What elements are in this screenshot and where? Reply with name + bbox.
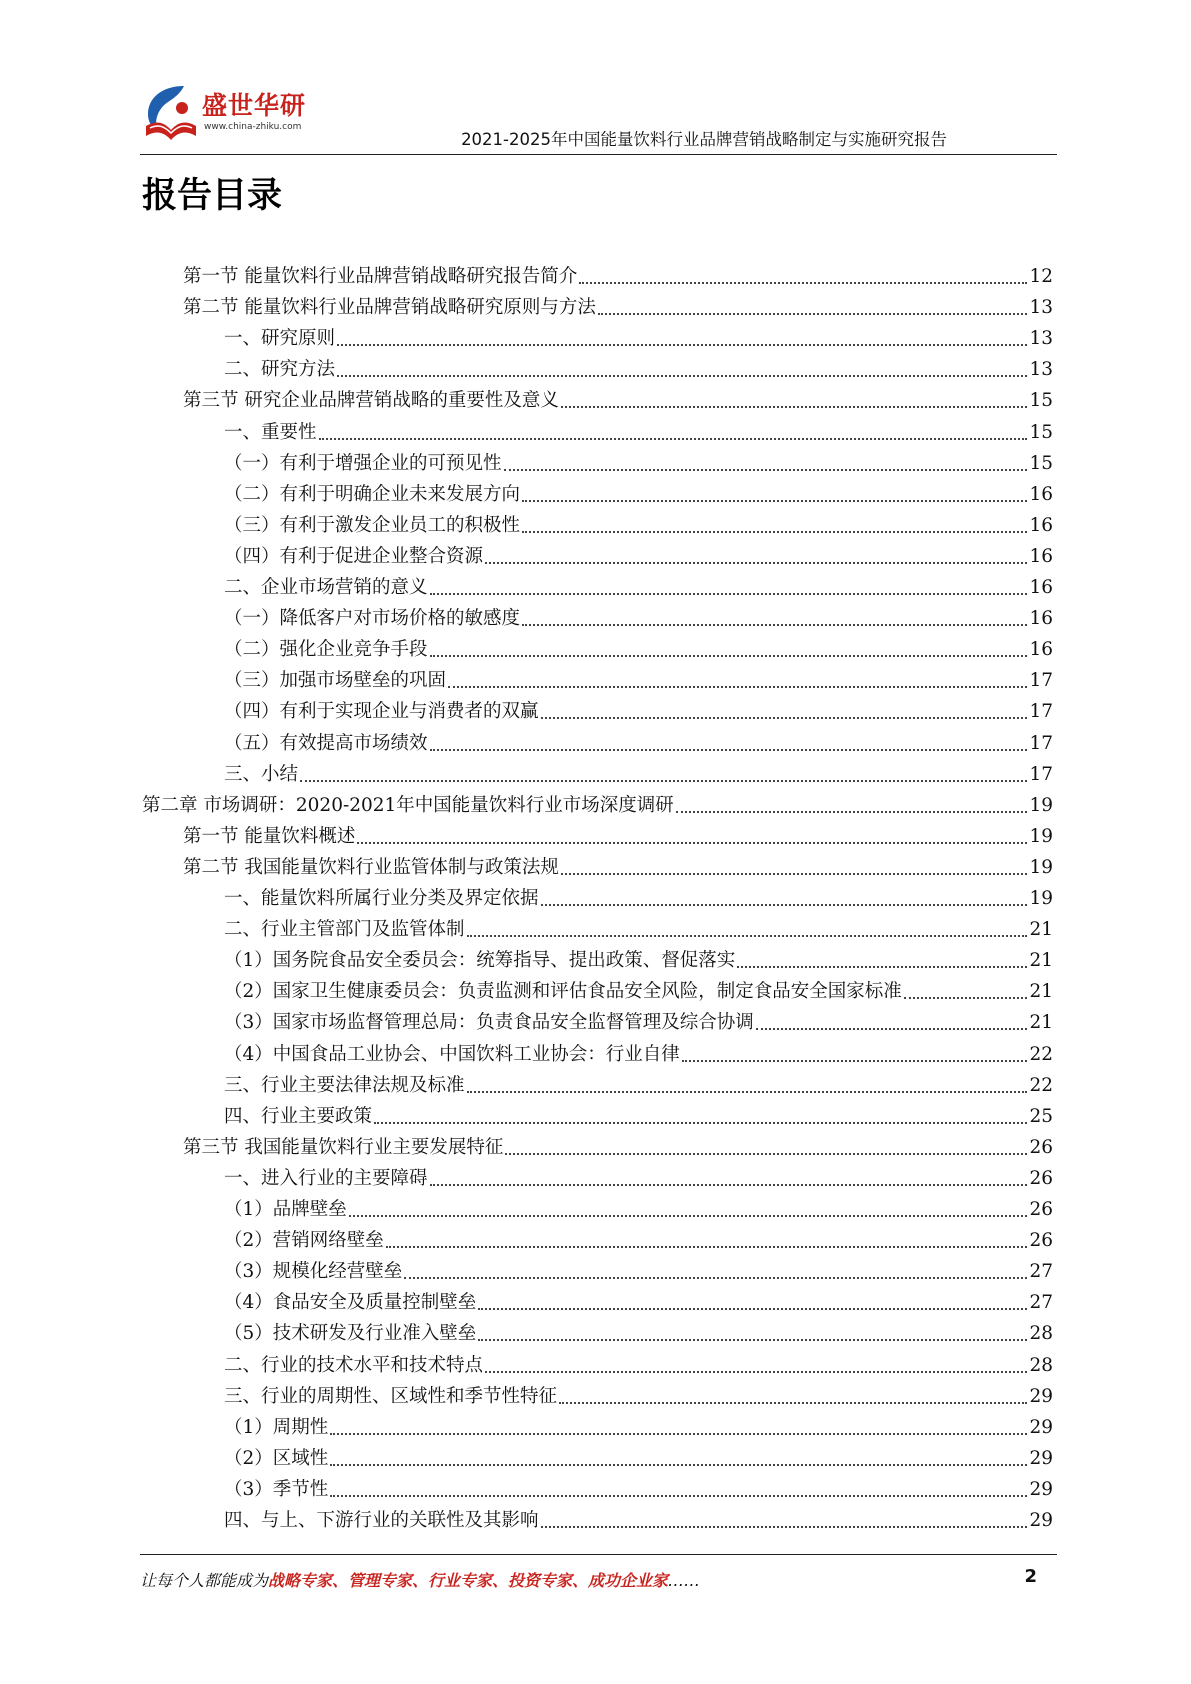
- toc-dot-leader: [337, 343, 1027, 346]
- toc-entry-title: （1）国务院食品安全委员会：统筹指导、提出政策、督促落实: [224, 950, 736, 972]
- toc-entry-title: （3）规模化经营壁垒: [224, 1261, 403, 1283]
- toc-entry-title: （一）降低客户对市场价格的敏感度: [224, 608, 521, 630]
- toc-entry[interactable]: [224, 1004, 1053, 1035]
- toc-entry-title: （2）营销网络壁垒: [224, 1230, 384, 1252]
- toc-dot-leader: [357, 841, 1027, 844]
- toc-entry-page: 16: [1029, 483, 1053, 505]
- toc-entry-page: 17: [1029, 701, 1053, 723]
- toc-entry-page: 16: [1029, 608, 1053, 630]
- toc-entry[interactable]: [224, 414, 1053, 445]
- toc-entry-title: （二）有利于明确企业未来发展方向: [224, 483, 521, 505]
- toc-entry-title: 第三节 研究企业品牌营销战略的重要性及意义: [183, 390, 559, 412]
- toc-entry[interactable]: [224, 1036, 1053, 1067]
- toc-entry-page: 17: [1029, 763, 1053, 785]
- toc-entry[interactable]: [224, 1222, 1053, 1253]
- toc-dot-leader: [541, 716, 1028, 719]
- toc-entry-title: （五）有效提高市场绩效: [224, 732, 428, 754]
- toc-entry[interactable]: [183, 289, 1053, 320]
- toc-entry-page: 28: [1029, 1323, 1053, 1345]
- slogan-prefix: 让每个人都能成为: [140, 1571, 269, 1590]
- toc-entry[interactable]: [224, 1471, 1053, 1502]
- toc-entry[interactable]: [142, 787, 1053, 818]
- toc-entry-title: （四）有利于实现企业与消费者的双赢: [224, 701, 539, 723]
- toc-entry[interactable]: [224, 569, 1053, 600]
- toc-dot-leader: [430, 592, 1028, 595]
- toc-entry-page: 16: [1029, 545, 1053, 567]
- toc-dot-leader: [682, 1059, 1028, 1062]
- toc-entry-title: （三）加强市场壁垒的巩固: [224, 670, 447, 692]
- slogan-suffix: ……: [668, 1571, 701, 1590]
- toc-entry-title: （一）有利于增强企业的可预见性: [224, 452, 502, 474]
- toc-dot-leader: [561, 872, 1028, 875]
- toc-entry-title: 二、企业市场营销的意义: [224, 577, 428, 598]
- toc-entry[interactable]: [183, 382, 1053, 413]
- company-logo: [140, 80, 315, 150]
- toc-entry-page: 13: [1029, 328, 1053, 350]
- toc-entry-page: 22: [1029, 1074, 1053, 1096]
- toc-entry[interactable]: [224, 538, 1053, 569]
- toc-entry-page: 21: [1029, 950, 1053, 972]
- toc-dot-leader: [330, 1494, 1027, 1497]
- toc-entry-title: 四、行业主要政策: [224, 1105, 373, 1127]
- toc-entry[interactable]: [224, 725, 1053, 756]
- page-header: [0, 0, 1191, 160]
- toc-entry[interactable]: [224, 1253, 1053, 1284]
- toc-entry-page: 28: [1029, 1354, 1053, 1376]
- toc-dot-leader: [737, 965, 1027, 968]
- toc-entry-page: 21: [1029, 1012, 1053, 1034]
- toc-entry-title: 一、进入行业的主要障碍: [224, 1167, 428, 1189]
- toc-dot-leader: [430, 748, 1028, 751]
- toc-entry-page: 29: [1029, 1510, 1053, 1531]
- toc-entry-title: 二、行业主管部门及监管体制: [224, 919, 465, 941]
- toc-entry[interactable]: [183, 818, 1053, 849]
- report-title: 2021-2025年中国能量饮料行业品牌营销战略制定与实施研究报告: [461, 130, 947, 149]
- toc-entry[interactable]: [224, 445, 1053, 476]
- toc-dot-leader: [485, 561, 1027, 564]
- toc-entry-page: 19: [1029, 825, 1053, 847]
- toc-dot-leader: [404, 1276, 1027, 1279]
- toc-entry-title: （1）周期性: [224, 1416, 329, 1438]
- toc-entry-title: 一、能量饮料所属行业分类及界定依据: [224, 888, 539, 909]
- toc-entry-page: 16: [1029, 514, 1053, 536]
- toc-dot-leader: [505, 1152, 1027, 1155]
- toc-entry-title: （三）有利于激发企业员工的积极性: [224, 514, 521, 536]
- toc-dot-leader: [485, 1370, 1027, 1373]
- toc-dot-leader: [522, 623, 1027, 626]
- toc-entry[interactable]: [224, 1347, 1053, 1378]
- toc-entry[interactable]: [224, 507, 1053, 538]
- toc-dot-leader: [448, 685, 1027, 688]
- toc-dot-leader: [478, 1338, 1027, 1341]
- toc-entry-page: 29: [1029, 1385, 1053, 1407]
- toc-entry-title: （3）季节性: [224, 1478, 329, 1500]
- toc-entry[interactable]: [224, 1315, 1053, 1346]
- toc-entry[interactable]: [224, 1378, 1053, 1409]
- logo-name: 盛世华研: [202, 91, 307, 120]
- toc-entry[interactable]: [224, 476, 1053, 507]
- toc-entry-title: 二、行业的技术水平和技术特点: [224, 1354, 484, 1376]
- toc-entry[interactable]: [224, 942, 1053, 973]
- toc-entry-page: 27: [1029, 1292, 1053, 1314]
- header-divider: [140, 154, 1057, 155]
- toc-entry[interactable]: [183, 849, 1053, 880]
- toc-entry[interactable]: [224, 351, 1053, 382]
- page-number: 2: [1024, 1566, 1037, 1587]
- toc-entry-page: 26: [1029, 1230, 1053, 1252]
- toc-entry-page: 29: [1029, 1478, 1053, 1500]
- toc-entry-title: 三、行业的周期性、区域性和季节性特征: [224, 1385, 558, 1407]
- toc-entry[interactable]: [224, 320, 1053, 351]
- toc-entry[interactable]: [224, 1284, 1053, 1315]
- toc-entry-title: 二、研究方法: [224, 359, 336, 381]
- toc-entry[interactable]: [224, 662, 1053, 693]
- footer-divider: [140, 1554, 1057, 1555]
- toc-entry[interactable]: [224, 756, 1053, 787]
- toc-entry-title: （4）食品安全及质量控制壁垒: [224, 1292, 477, 1314]
- toc-dot-leader: [467, 1090, 1028, 1093]
- toc-dot-leader: [430, 654, 1028, 657]
- toc-entry-page: 15: [1029, 421, 1053, 443]
- toc-entry[interactable]: [224, 973, 1053, 1004]
- toc-entry-page: 19: [1029, 794, 1053, 816]
- toc-entry-page: 26: [1029, 1136, 1053, 1158]
- toc-entry-title: 第二节 我国能量饮料行业监管体制与政策法规: [183, 856, 559, 878]
- toc-entry[interactable]: [224, 1067, 1053, 1098]
- toc-entry-page: 17: [1029, 670, 1053, 692]
- toc-entry[interactable]: [224, 693, 1053, 724]
- toc-dot-leader: [478, 1307, 1027, 1310]
- toc-dot-leader: [330, 1463, 1027, 1466]
- toc-entry-page: 29: [1029, 1416, 1053, 1438]
- toc-entry[interactable]: [224, 1440, 1053, 1471]
- toc-entry-title: （3）国家市场监督管理总局：负责食品安全监督管理及综合协调: [224, 1012, 754, 1034]
- toc-entry[interactable]: [224, 1160, 1053, 1191]
- toc-dot-leader: [467, 934, 1028, 937]
- toc-dot-leader: [579, 281, 1027, 284]
- toc-entry-page: 22: [1029, 1043, 1053, 1065]
- toc-entry[interactable]: [224, 600, 1053, 631]
- toc-entry-title: 三、小结: [224, 763, 299, 785]
- toc-entry-page: 13: [1029, 359, 1053, 381]
- toc-entry-page: 13: [1029, 297, 1053, 319]
- toc-dot-leader: [504, 468, 1028, 471]
- toc-entry-page: 26: [1029, 1167, 1053, 1189]
- page-heading: 报告目录: [142, 176, 283, 216]
- toc-dot-leader: [330, 1432, 1027, 1435]
- toc-dot-leader: [337, 374, 1027, 377]
- toc-dot-leader: [676, 810, 1028, 813]
- toc-entry-title: （5）技术研发及行业准入壁垒: [224, 1323, 477, 1345]
- toc-dot-leader: [559, 1401, 1027, 1404]
- toc-entry-page: 17: [1029, 732, 1053, 754]
- toc-dot-leader: [319, 437, 1028, 440]
- toc-entry-page: 19: [1029, 888, 1053, 909]
- toc-entry[interactable]: [224, 1409, 1053, 1440]
- slogan-highlight: 战略专家、管理专家、行业专家、投资专家、成功企业家: [268, 1571, 669, 1590]
- toc-entry-title: 第二节 能量饮料行业品牌营销战略研究原则与方法: [183, 297, 596, 319]
- toc-entry-title: （四）有利于促进企业整合资源: [224, 545, 484, 567]
- toc-entry-page: 16: [1029, 639, 1053, 661]
- toc-entry-page: 12: [1029, 266, 1053, 287]
- toc-entry-title: （4）中国食品工业协会、中国饮料工业协会：行业自律: [224, 1043, 680, 1065]
- toc-entry[interactable]: [183, 258, 1053, 289]
- toc-dot-leader: [756, 1027, 1028, 1030]
- toc-dot-leader: [561, 405, 1028, 408]
- toc-entry-title: 第二章 市场调研：2020-2021年中国能量饮料行业市场深度调研: [142, 794, 674, 816]
- toc-entry[interactable]: [224, 880, 1053, 911]
- toc-entry-page: 21: [1029, 919, 1053, 941]
- toc-entry-title: （2）国家卫生健康委员会：负责监测和评估食品安全风险，制定食品安全国家标准: [224, 981, 902, 1003]
- toc-entry-page: 27: [1029, 1261, 1053, 1283]
- toc-entry-page: 15: [1029, 452, 1053, 474]
- toc-entry-title: （2）区域性: [224, 1447, 329, 1469]
- toc-entry-title: 第一节 能量饮料概述: [183, 825, 356, 847]
- toc-entry-page: 29: [1029, 1447, 1053, 1469]
- toc-dot-leader: [522, 530, 1027, 533]
- toc-dot-leader: [522, 499, 1027, 502]
- toc-entry[interactable]: [224, 1098, 1053, 1129]
- toc-dot-leader: [541, 1525, 1028, 1528]
- toc-entry-title: 一、研究原则: [224, 328, 336, 350]
- toc-entry[interactable]: [224, 1502, 1053, 1533]
- toc-entry-page: 26: [1029, 1199, 1053, 1220]
- toc-dot-leader: [904, 996, 1028, 999]
- toc-entry-page: 15: [1029, 390, 1053, 412]
- toc-entry-title: 三、行业主要法律法规及标准: [224, 1074, 465, 1096]
- toc-entry[interactable]: [183, 1129, 1053, 1160]
- toc-entry-title: 四、与上、下游行业的关联性及其影响: [224, 1510, 539, 1531]
- toc-entry-title: 第一节 能量饮料行业品牌营销战略研究报告简介: [183, 266, 578, 287]
- toc-entry[interactable]: [224, 911, 1053, 942]
- toc-entry-title: 一、重要性: [224, 421, 317, 443]
- toc-entry-page: 25: [1029, 1105, 1053, 1127]
- toc-dot-leader: [541, 903, 1028, 906]
- toc-dot-leader: [598, 312, 1028, 315]
- logo-mark-icon: [140, 80, 202, 144]
- toc-dot-leader: [349, 1214, 1028, 1217]
- toc-entry-page: 21: [1029, 981, 1053, 1003]
- footer-slogan: [140, 1568, 700, 1591]
- toc-entry[interactable]: [224, 631, 1053, 662]
- toc-entry[interactable]: [224, 1191, 1053, 1222]
- toc-dot-leader: [430, 1183, 1028, 1186]
- logo-url: www.china-zhiku.com: [204, 122, 302, 132]
- toc-dot-leader: [374, 1121, 1027, 1124]
- toc-entry-page: 19: [1029, 856, 1053, 878]
- toc-entry-title: （二）强化企业竞争手段: [224, 639, 428, 661]
- toc-dot-leader: [300, 779, 1027, 782]
- toc-dot-leader: [386, 1245, 1028, 1248]
- toc-entry-title: 第三节 我国能量饮料行业主要发展特征: [183, 1136, 504, 1158]
- toc-entry-title: （1）品牌壁垒: [224, 1199, 347, 1220]
- toc-entry-page: 16: [1029, 577, 1053, 598]
